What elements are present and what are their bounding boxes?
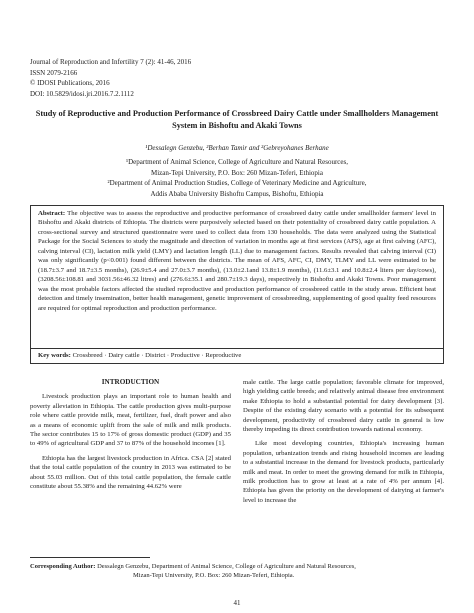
corresponding-author-note <box>30 562 444 580</box>
abstract-text: The objective was to assess the reproductive and productive performance of crossbreed dairy cattle under smallholder farmers' level in Bishoftu and Akaki districts of Ethiopia. The districts were purposively selected based on their potentiality of crossbreed dairy cattle population. A cross-sectional survey and structured questionnaire were used to collect data from 130 households. The data were analyzed using the Statistical Package for the Social Sciences to study the magnitude and direction of variation in months age at first services (AFS), age at first calving (AFC), calving interval (CI), lactation milk yield (LMY) and lactation length (LL) due to management factors. Results revealed that calving interval (CI) was only significantly (p<0.001) found different between the districts. The mean of AFS, AFC, CI, DMY, TLMY and LL were estimated to be (18.7±3.7 and 18.7±3.5 months), (26.9±5.4 and 27.0±3.7 months), (13.0±2.1and 13.8±1.9 months), (11.6±3.1 and 10.8±2.4 liters per day/cows), (3208.56±108.81 and 3031.56±46.32 litres) and (276.6±35.1 and 280.7±19.3 days), respectively in Bishoftu and Akaki Towns. Poor management was the most probable factors affected the studied reproductive and production performance of crossbreed cattle in the study areas. Efficient heat detection and timely insemination, better health management, genetic improvement of crossbreeding, supplementing of good quality feed resources are required for optimal reproduction and production performance. <box>38 210 436 312</box>
introduction-heading: INTRODUCTION <box>101 378 160 386</box>
copyright: © IDOSI Publications, 2016 <box>30 79 110 87</box>
body-paragraph: Livestock production plays an important role to human health and poverty alleviation in Ethiopia. The cattle production gives multi-purpose role where cattle provide milk, meat, fertilizer, fuel, draft power and also as a means of economic uplift from the sale of milk and milk products. The sector contributes 15 to 17% of gross domestic product (GDP) and 35 to 49% of agricultural GDP and 37 to 87% of the household incomes [1]. <box>30 393 231 448</box>
abstract-label: Abstract: <box>38 210 66 217</box>
corresponding-author-line-1: Dessalegn Genzebu, Department of Animal Science, College of Agriculture and Natural Resources, <box>97 563 356 570</box>
affiliation-2-line-2: Addis Ababa University Bishoftu Campus, Bishoftu, Ethiopia <box>150 189 324 198</box>
issn: ISSN 2079-2166 <box>30 68 78 77</box>
journal-metadata <box>30 57 191 99</box>
affiliation-1-line-2: Mizan-Tepi University, P.O. Box: 260 Mizan-Teferi, Ethiopia <box>151 168 323 177</box>
footnote-divider <box>30 557 150 558</box>
body-paragraph: male cattle. The large cattle population; favorable climate for improved, high yielding cattle breeds; and relatively animal disease free environment make Ethiopia to hold a substantial potential for dairy development [3]. Despite of the existing dairy scenario with a potential for its subsequent development, productivity of crossbreed dairy cattle in general is low thereby impeding its direct contribution towards national economy. <box>243 379 444 434</box>
authors: ¹Dessalegn Genzebu, ²Berhan Tamir and ²Gebreyohanes Berhane <box>145 144 329 152</box>
keywords-text: Crossbreed · Dairy cattle · District · Productive · Reproductive <box>72 352 242 359</box>
keywords-label: Key words: <box>38 352 71 359</box>
abstract-box <box>30 205 444 349</box>
doi: DOI: 10.5829/idosi.jri.2016.7.2.1112 <box>30 89 134 98</box>
corresponding-author-label: Corresponding Author: <box>30 563 96 570</box>
body-paragraph: Like most developing countries, Ethiopia's increasing human population, urbanization trends and rising household incomes are leading to a substantial increase in the demand for livestock products, particularly milk and meat. In order to meet the growing demand for milk in Ethiopia, milk production has to grow at least at a rate of 4% per annum [4]. Ethiopia has given the priority on the development of dairying at farmer's level to increase the <box>243 440 444 504</box>
corresponding-author-line-2: Mizan-Tepi University, P.O. Box: 260 Mizan-Teferi, Ethiopia. <box>133 572 295 579</box>
journal-line: Journal of Reproduction and Infertility 7 (2): 41-46, 2016 <box>30 58 192 66</box>
affiliation-2-line-1: ²Department of Animal Production Studies, College of Veterinary Medicine and Agriculture, <box>107 179 367 187</box>
paper-title: Study of Reproductive and Production Performance of Crossbreed Dairy Cattle under Smallholders Management System in Bishoftu and Akaki Towns <box>35 109 439 130</box>
body-column-right <box>243 378 444 510</box>
affiliation-1-line-1: ¹Department of Animal Science, College of Agriculture and Natural Resources, <box>126 158 348 166</box>
page-number: 41 <box>233 599 241 607</box>
body-column-left <box>30 378 231 496</box>
body-paragraph: Ethiopia has the largest livestock production in Africa. CSA [2] stated that the total cattle population of the country in 2013 was estimated to be about 55.03 million. Out of this total cattle population, the female cattle constitute about 55.38% and the remaining 44.62% were <box>30 454 231 491</box>
keywords-box <box>30 349 444 364</box>
affiliations <box>30 157 444 199</box>
